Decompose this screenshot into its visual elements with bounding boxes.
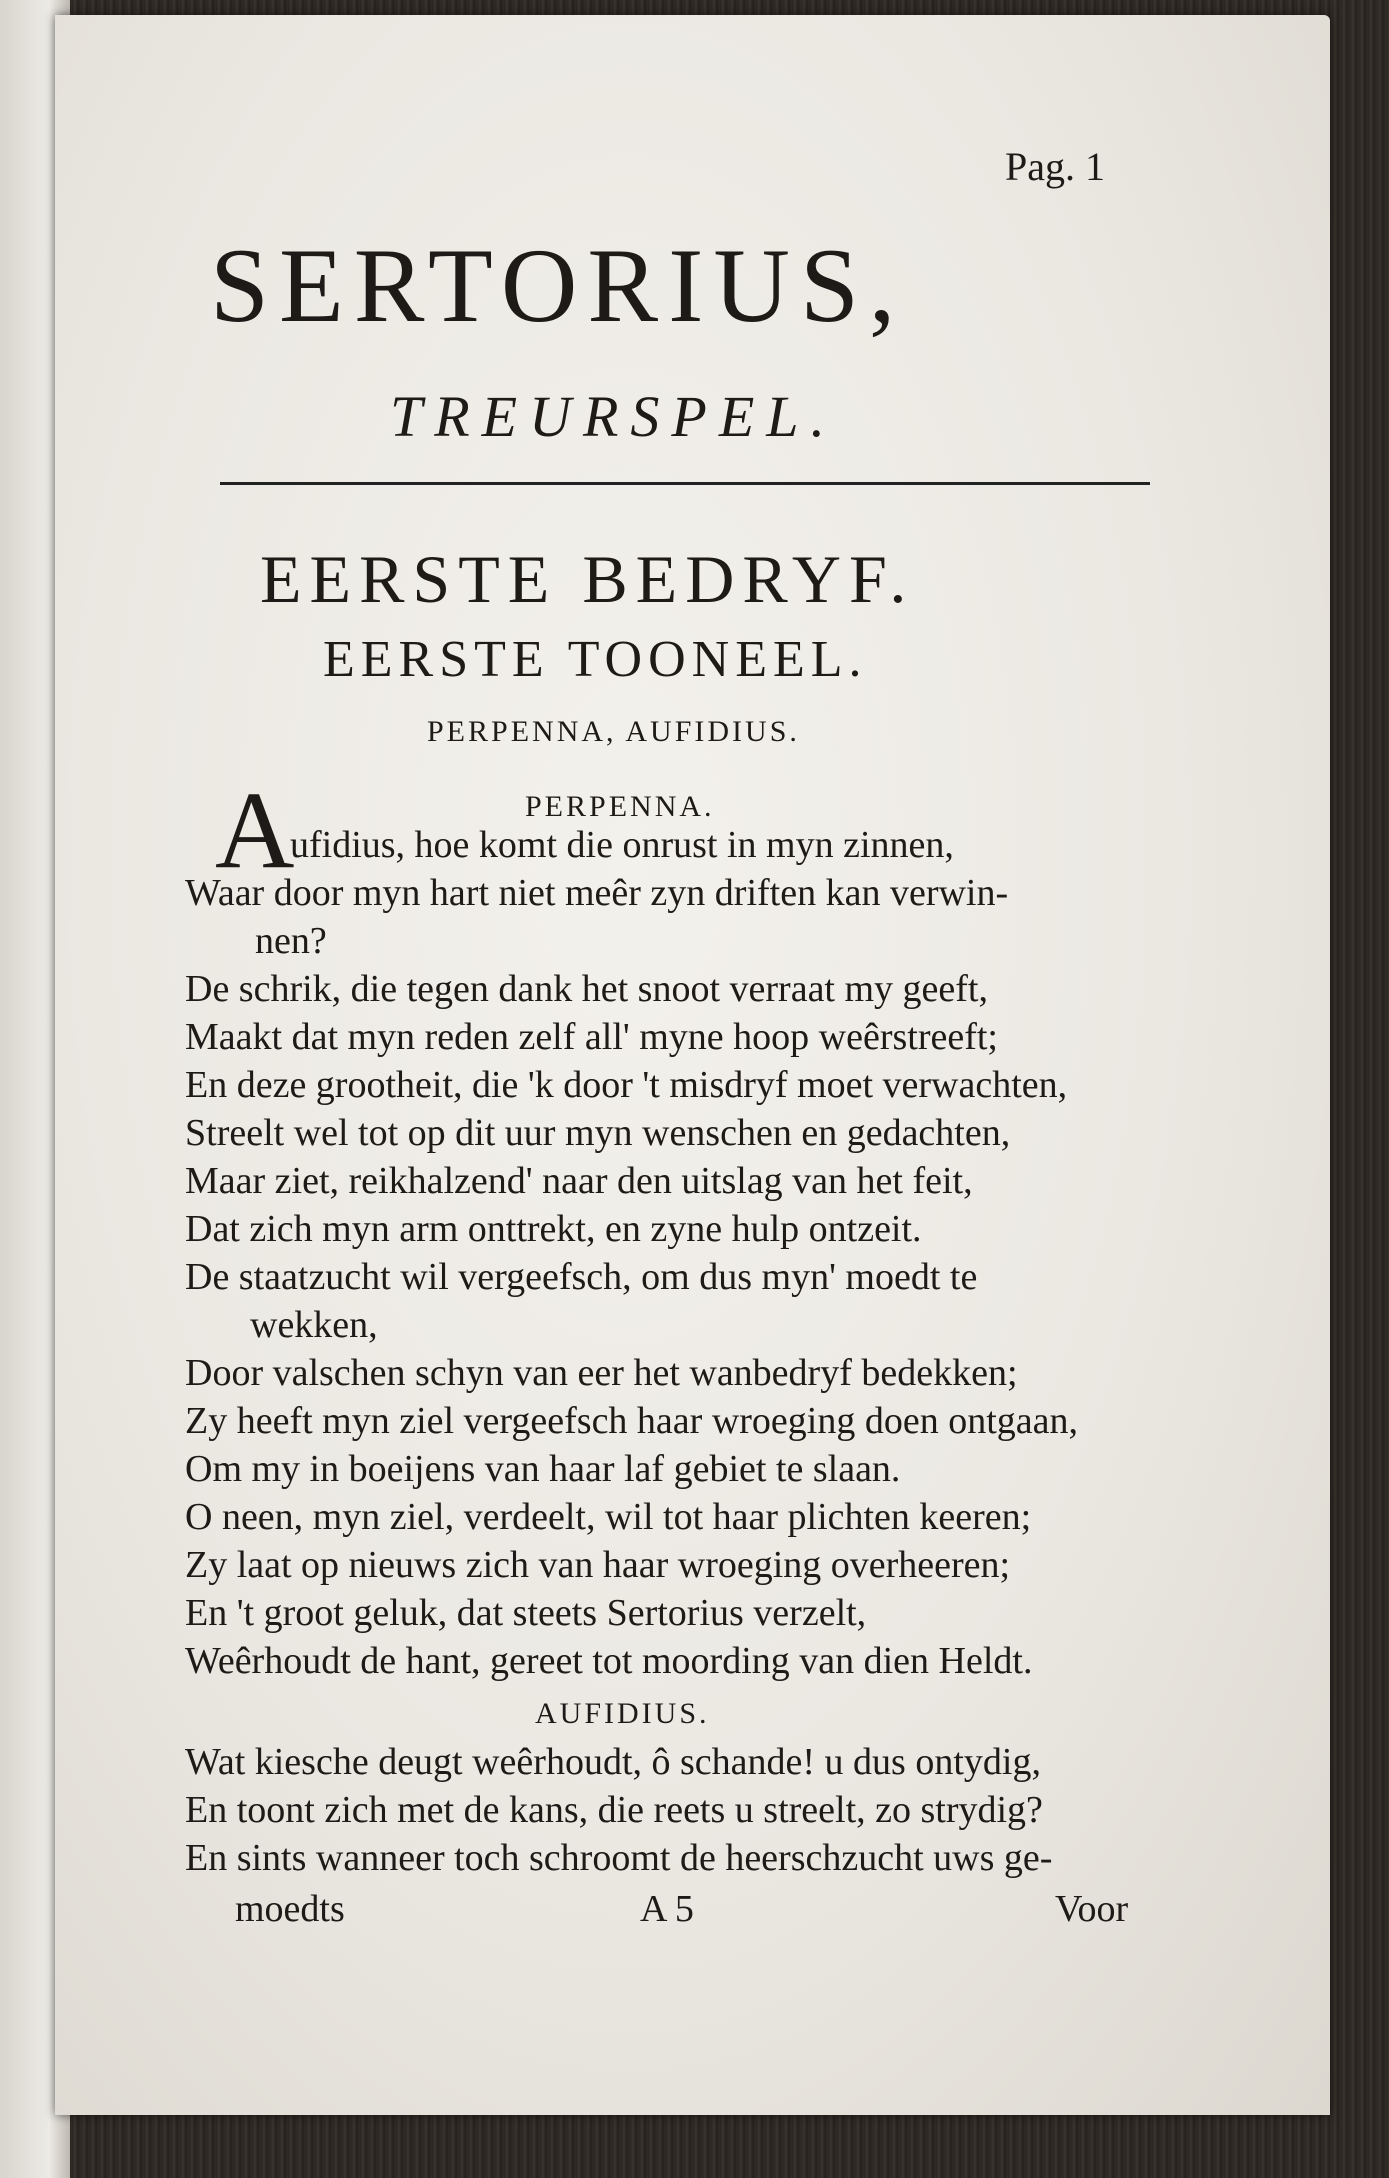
verse-line: En sints wanneer toch schroomt de heerschzucht uws ge- bbox=[185, 1837, 1053, 1879]
speaker-perpenna: PERPENNA. bbox=[525, 790, 715, 823]
verse-line: ufidius, hoe komt die onrust in myn zinnen, bbox=[290, 824, 954, 866]
verse-line: De schrik, die tegen dank het snoot verraat my geeft, bbox=[185, 968, 988, 1010]
title-rule bbox=[220, 482, 1150, 485]
verse-line-end: moedts bbox=[235, 1888, 345, 1930]
verse-line: Door valschen schyn van eer het wanbedryf bedekken; bbox=[185, 1352, 1018, 1394]
verse-line: En deze grootheit, die 'k door 't misdryf moet verwachten, bbox=[185, 1064, 1068, 1106]
verse-line: Maakt dat myn reden zelf all' myne hoop weêrstreeft; bbox=[185, 1016, 998, 1058]
verse-line: Weêrhoudt de hant, gereet tot moording van dien Heldt. bbox=[185, 1640, 1033, 1682]
drop-cap: A bbox=[215, 769, 295, 891]
verse-line: De staatzucht wil vergeefsch, om dus myn' moedt te bbox=[185, 1256, 978, 1298]
page-number: Pag. 1 bbox=[1005, 144, 1105, 189]
verse-line: Zy laat op nieuws zich van haar wroeging overheeren; bbox=[185, 1544, 1011, 1586]
act-heading: EERSTE BEDRYF. bbox=[260, 541, 915, 617]
scene-heading: EERSTE TOONEEL. bbox=[323, 631, 868, 688]
verse-line: wekken, bbox=[250, 1304, 378, 1346]
verse-line: nen? bbox=[255, 920, 327, 962]
verse-line: En 't groot geluk, dat steets Sertorius verzelt, bbox=[185, 1592, 867, 1634]
verse-line: Om my in boeijens van haar laf gebiet te slaan. bbox=[185, 1448, 901, 1490]
verse-line: En toont zich met de kans, die reets u streelt, zo strydig? bbox=[185, 1789, 1043, 1831]
catchword: Voor bbox=[1055, 1888, 1129, 1930]
verse-line: O neen, myn ziel, verdeelt, wil tot haar plichten keeren; bbox=[185, 1496, 1032, 1538]
play-title: SERTORIUS, bbox=[210, 227, 906, 344]
verse-line: Dat zich myn arm onttrekt, en zyne hulp ontzeit. bbox=[185, 1208, 922, 1250]
verse-line: Maar ziet, reikhalzend' naar den uitslag van het feit, bbox=[185, 1160, 973, 1202]
signature-mark: A 5 bbox=[640, 1888, 694, 1930]
verse-line: Streelt wel tot op dit uur myn wenschen en gedachten, bbox=[185, 1112, 1011, 1154]
verse-line: Wat kiesche deugt weêrhoudt, ô schande! u dus ontydig, bbox=[185, 1741, 1041, 1783]
scene-characters: PERPENNA, AUFIDIUS. bbox=[427, 715, 800, 748]
book-page bbox=[55, 15, 1330, 2115]
verse-line: Waar door myn hart niet meêr zyn driften kan verwin- bbox=[185, 872, 1009, 914]
speaker-aufidius: AUFIDIUS. bbox=[535, 1697, 710, 1730]
play-subtitle: TREURSPEL. bbox=[390, 384, 838, 449]
verse-line: Zy heeft myn ziel vergeefsch haar wroeging doen ontgaan, bbox=[185, 1400, 1078, 1442]
